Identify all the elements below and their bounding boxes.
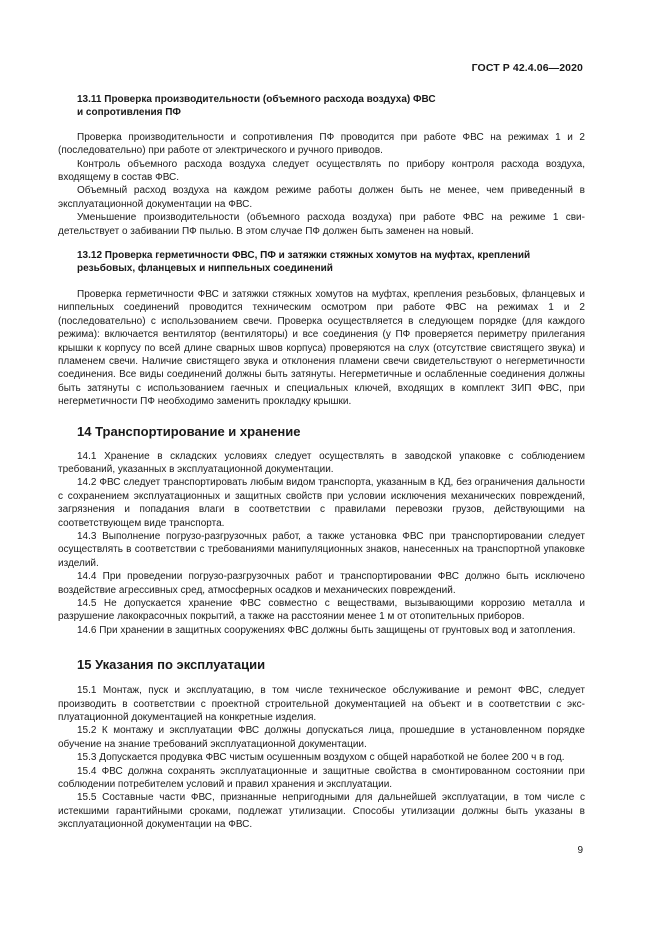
subsection-13-11-title-line2: и сопротивления ПФ: [77, 107, 181, 119]
page-number: 9: [577, 845, 583, 856]
paragraph-13-11-1: Проверка производительности и сопротивления ПФ проводится при работе ФВС на режимах 1 и 2 (последовательно) при работе от электрического и ручного приводов.: [58, 131, 585, 157]
document-id-header: ГОСТ Р 42.4.06—2020: [471, 62, 583, 74]
paragraph-15-4: 15.4 ФВС должна сохранять эксплуатационные и защитные свойства в смонтированном состоянии при соблюдении потребителем условий и правил хранения и эксплуатации.: [58, 765, 585, 791]
paragraph-15-3: 15.3 Допускается продувка ФВС чистым осушенным воздухом с общей наработкой не более 200 ч в год.: [77, 752, 565, 764]
paragraph-13-12-1: Проверка герметичности ФВС и затяжки стяжных хомутов на муфтах, крепления резьбовых, фланцевых и ниппельных соединений проводится техническим осмотром при работе ФВС на режимах 1 и 2 (последовательно) с использованием свечи. Проверка осуществляется в следующем порядке (для каждого режима): включается вентилятор (вентиляторы) и все соединения (у ПФ проверяется периметру прилегания крышки к корпусу по всей длине сварных швов корпуса) проверяются на слух (отсутствие свистящего звука) и пламенем свечи. Наличие свистящего звука и отклонения пламени свечи свидетельствуют о негерметичности соединения. Все виды соединений должны быть затянуты. Негерметичные и ослабленные соединения должны быть затянуты с использованием гаечных и специальных ключей, входящих в комплект ЗИП ФВС, при негерметичности ПФ необходимо заменить прокладку крышки.: [58, 288, 585, 408]
paragraph-15-2: 15.2 К монтажу и эксплуатации ФВС должны допускаться лица, прошедшие в установленном порядке обучение на знание требований эксплуатационной документации.: [58, 725, 585, 750]
paragraph-14-6: 14.6 При хранении в защитных сооружениях ФВС должны быть защищены от грунтовых вод и затопления.: [77, 624, 576, 636]
paragraph-14-2: 14.2 ФВС следует транспортировать любым видом транспорта, указанным в КД, без ограничения дальности с сохранением эксплуатационных и защитных свойств при условии исключения механических повреждений, загрязнения и попадания влаги в соответствии с правилами перевозки грузов, действующими на соответствующем виде транспорта.: [58, 477, 585, 529]
page-content: [58, 93, 585, 832]
paragraph-13-11-2: Контроль объемного расхода воздуха следует осуществлять по прибору контроля расхода воздуха, входящему в состав ФВС.: [58, 158, 585, 184]
paragraph-13-11-4: Уменьшение производительности (объемного расхода воздуха) при работе ФВС на режиме 1 свидетельствует о забивании ПФ пылью. В этом случае ПФ должен быть заменен на новый.: [58, 212, 585, 237]
subsection-13-11-title: [58, 93, 585, 120]
paragraph-15-1: 15.1 Монтаж, пуск и эксплуатацию, в том числе техническое обслуживание и ремонт ФВС, следует производить в соответствии с проектной строительной документацией на объект и в соответствии с эксплуатационной документацией на конкретные изделия.: [58, 685, 585, 724]
subsection-13-12-title-line1: 13.12 Проверка герметичности ФВС, ПФ и затяжки стяжных хомутов на муфтах, креплений: [77, 250, 531, 262]
paragraph-14-4: 14.4 При проведении погрузо-разгрузочных работ и транспортировании ФВС должно быть исключено воздействие агрессивных сред, атмосферных осадков и механических повреждений.: [58, 571, 585, 596]
paragraph-15-5: 15.5 Составные части ФВС, признанные непригодными для дальнейшей эксплуатации, в том числе с истекшими гарантийными сроками, подлежат утилизации. Способы утилизации должны быть указаны в эксплуатационной документации на ФВС.: [58, 792, 585, 831]
paragraph-14-1: 14.1 Хранение в складских условиях следует осуществлять в заводской упаковке с соблюдением требований, указанных в эксплуатационной документации.: [58, 450, 585, 475]
subsection-13-11-title-line1: 13.11 Проверка производительности (объемного расхода воздуха) ФВС: [77, 94, 436, 105]
paragraph-14-3: 14.3 Выполнение погрузо-разгрузочных работ, а также установка ФВС при транспортировании следует осуществлять в соответствии с требованиями манипуляционных знаков, нанесенных на транспортной упаковке изделий.: [58, 530, 585, 569]
section-14-title: 14 Транспортирование и хранение: [77, 423, 301, 439]
paragraph-14-5: 14.5 Не допускается хранение ФВС совместно с веществами, вызывающими коррозию металла и разрушение лакокрасочных покрытий, а также на расстоянии менее 1 м от отопительных приборов.: [58, 598, 585, 623]
subsection-13-12-title: [58, 249, 585, 276]
paragraph-13-11-3: Объемный расход воздуха на каждом режиме работы должен быть не менее, чем приведенный в эксплуатационной документации на ФВС.: [58, 185, 585, 210]
subsection-13-12-title-line2: резьбовых, фланцевых и ниппельных соединений: [77, 263, 333, 275]
section-15-title: 15 Указания по эксплуатации: [77, 657, 266, 673]
